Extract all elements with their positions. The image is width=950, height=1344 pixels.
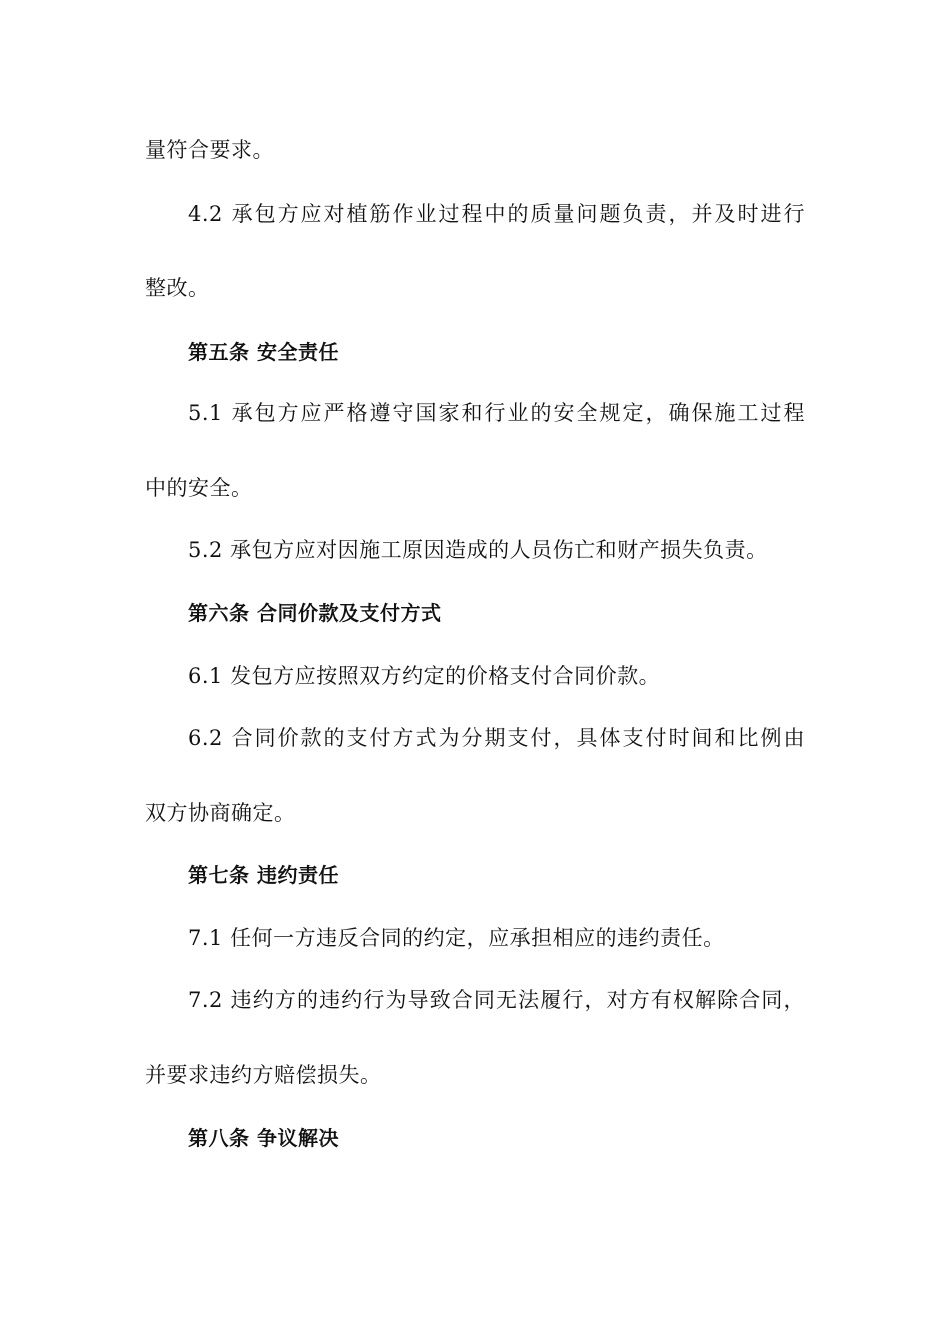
clause-7-2-continuation: 并要求违约方赔偿损失。 — [145, 1063, 382, 1087]
article-7-heading: 第七条 违约责任 — [188, 863, 339, 887]
clause-7-2: 7.2 违约方的违约行为导致合同无法履行，对方有权解除合同， — [188, 988, 805, 1012]
clause-5-2: 5.2 承包方应对因施工原因造成的人员伤亡和财产损失负责。 — [188, 538, 768, 562]
clause-6-1: 6.1 发包方应按照双方约定的价格支付合同价款。 — [188, 664, 661, 688]
clause-6-2: 6.2 合同价款的支付方式为分期支付，具体支付时间和比例由 — [188, 726, 805, 750]
article-5-heading: 第五条 安全责任 — [188, 340, 339, 364]
clause-7-1: 7.1 任何一方违反合同的约定，应承担相应的违约责任。 — [188, 926, 725, 950]
clause-6-2-continuation: 双方协商确定。 — [145, 801, 296, 825]
clause-5-1: 5.1 承包方应严格遵守国家和行业的安全规定，确保施工过程 — [188, 401, 805, 425]
clause-5-1-continuation: 中的安全。 — [145, 476, 253, 500]
article-8-heading: 第八条 争议解决 — [188, 1126, 339, 1150]
paragraph-4-1-continuation: 量符合要求。 — [145, 138, 274, 162]
article-6-heading: 第六条 合同价款及支付方式 — [188, 601, 442, 625]
clause-4-2: 4.2 承包方应对植筋作业过程中的质量问题负责，并及时进行 — [188, 202, 805, 226]
clause-4-2-continuation: 整改。 — [145, 276, 210, 300]
